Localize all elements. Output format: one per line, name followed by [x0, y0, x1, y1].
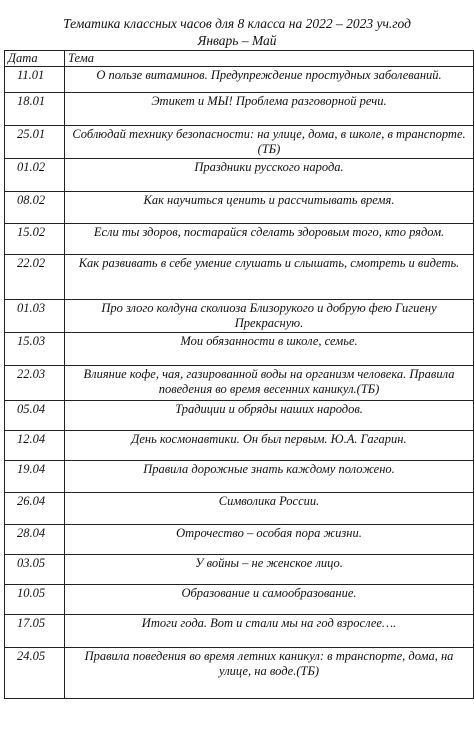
row-topic: Если ты здоров, постарайся сделать здоровым того, кто рядом. — [65, 224, 474, 255]
table-row — [5, 461, 474, 493]
table-row — [5, 648, 474, 699]
row-topic: Соблюдай технику безопасности: на улице, дома, в школе, в транспорте.(ТБ) — [65, 126, 474, 159]
table-row — [5, 300, 474, 333]
page-title: Тематика классных часов для 8 класса на 2022 – 2023 уч.год — [63, 16, 411, 31]
row-topic: Правила поведения во время летних каникул: в транспорте, дома, на улице, на воде.(ТБ) — [65, 648, 474, 699]
table-row — [5, 159, 474, 192]
row-date: 01.03 — [5, 300, 65, 333]
row-topic: Символика России. — [65, 493, 474, 525]
row-date: 08.02 — [5, 192, 65, 224]
row-topic: Правила дорожные знать каждому положено. — [65, 461, 474, 493]
row-topic: День космонавтики. Он был первым. Ю.А. Гагарин. — [65, 431, 474, 461]
row-date: 25.01 — [5, 126, 65, 159]
row-topic: Праздники русского народа. — [65, 159, 474, 192]
row-date: 03.05 — [5, 555, 65, 585]
row-topic: Как научиться ценить и рассчитывать время. — [65, 192, 474, 224]
schedule-table — [4, 50, 474, 699]
table-row — [5, 93, 474, 126]
table-row — [5, 126, 474, 159]
table-row — [5, 67, 474, 93]
row-topic: Этикет и МЫ! Проблема разговорной речи. — [65, 93, 474, 126]
table-row — [5, 431, 474, 461]
page-subtitle: Январь – Май — [197, 33, 277, 48]
column-header-topic: Тема — [65, 51, 474, 67]
row-date: 11.01 — [5, 67, 65, 93]
row-date: 05.04 — [5, 401, 65, 431]
row-topic: Традиции и обряды наших народов. — [65, 401, 474, 431]
row-date: 17.05 — [5, 615, 65, 648]
table-row — [5, 333, 474, 366]
table-row — [5, 192, 474, 224]
row-date: 24.05 — [5, 648, 65, 699]
row-topic: Мои обязанности в школе, семье. — [65, 333, 474, 366]
row-topic: Отрочество – особая пора жизни. — [65, 525, 474, 555]
row-topic: Итоги года. Вот и стали мы на год взрослее…. — [65, 615, 474, 648]
row-date: 22.02 — [5, 255, 65, 300]
row-date: 10.05 — [5, 585, 65, 615]
row-date: 12.04 — [5, 431, 65, 461]
table-row — [5, 224, 474, 255]
row-date: 26.04 — [5, 493, 65, 525]
row-date: 15.03 — [5, 333, 65, 366]
row-topic: Как развивать в себе умение слушать и слышать, смотреть и видеть. — [65, 255, 474, 300]
row-topic: Образование и самообразование. — [65, 585, 474, 615]
table-row — [5, 525, 474, 555]
table-row — [5, 585, 474, 615]
row-topic: О пользе витаминов. Предупреждение простудных заболеваний. — [65, 67, 474, 93]
row-date: 15.02 — [5, 224, 65, 255]
table-row — [5, 493, 474, 525]
row-topic: Про злого колдуна сколиоза Близорукого и добрую фею Гигиену Прекрасную. — [65, 300, 474, 333]
table-row — [5, 555, 474, 585]
row-date: 28.04 — [5, 525, 65, 555]
row-date: 22.03 — [5, 366, 65, 401]
table-header-row — [5, 51, 474, 67]
table-row — [5, 366, 474, 401]
column-header-date: Дата — [5, 51, 65, 67]
table-row — [5, 615, 474, 648]
row-date: 18.01 — [5, 93, 65, 126]
table-row — [5, 255, 474, 300]
row-topic: Влияние кофе, чая, газированной воды на организм человека. Правила поведения во время весенних каникул.(ТБ) — [65, 366, 474, 401]
row-date: 19.04 — [5, 461, 65, 493]
row-topic: У войны – не женское лицо. — [65, 555, 474, 585]
row-date: 01.02 — [5, 159, 65, 192]
table-row — [5, 401, 474, 431]
